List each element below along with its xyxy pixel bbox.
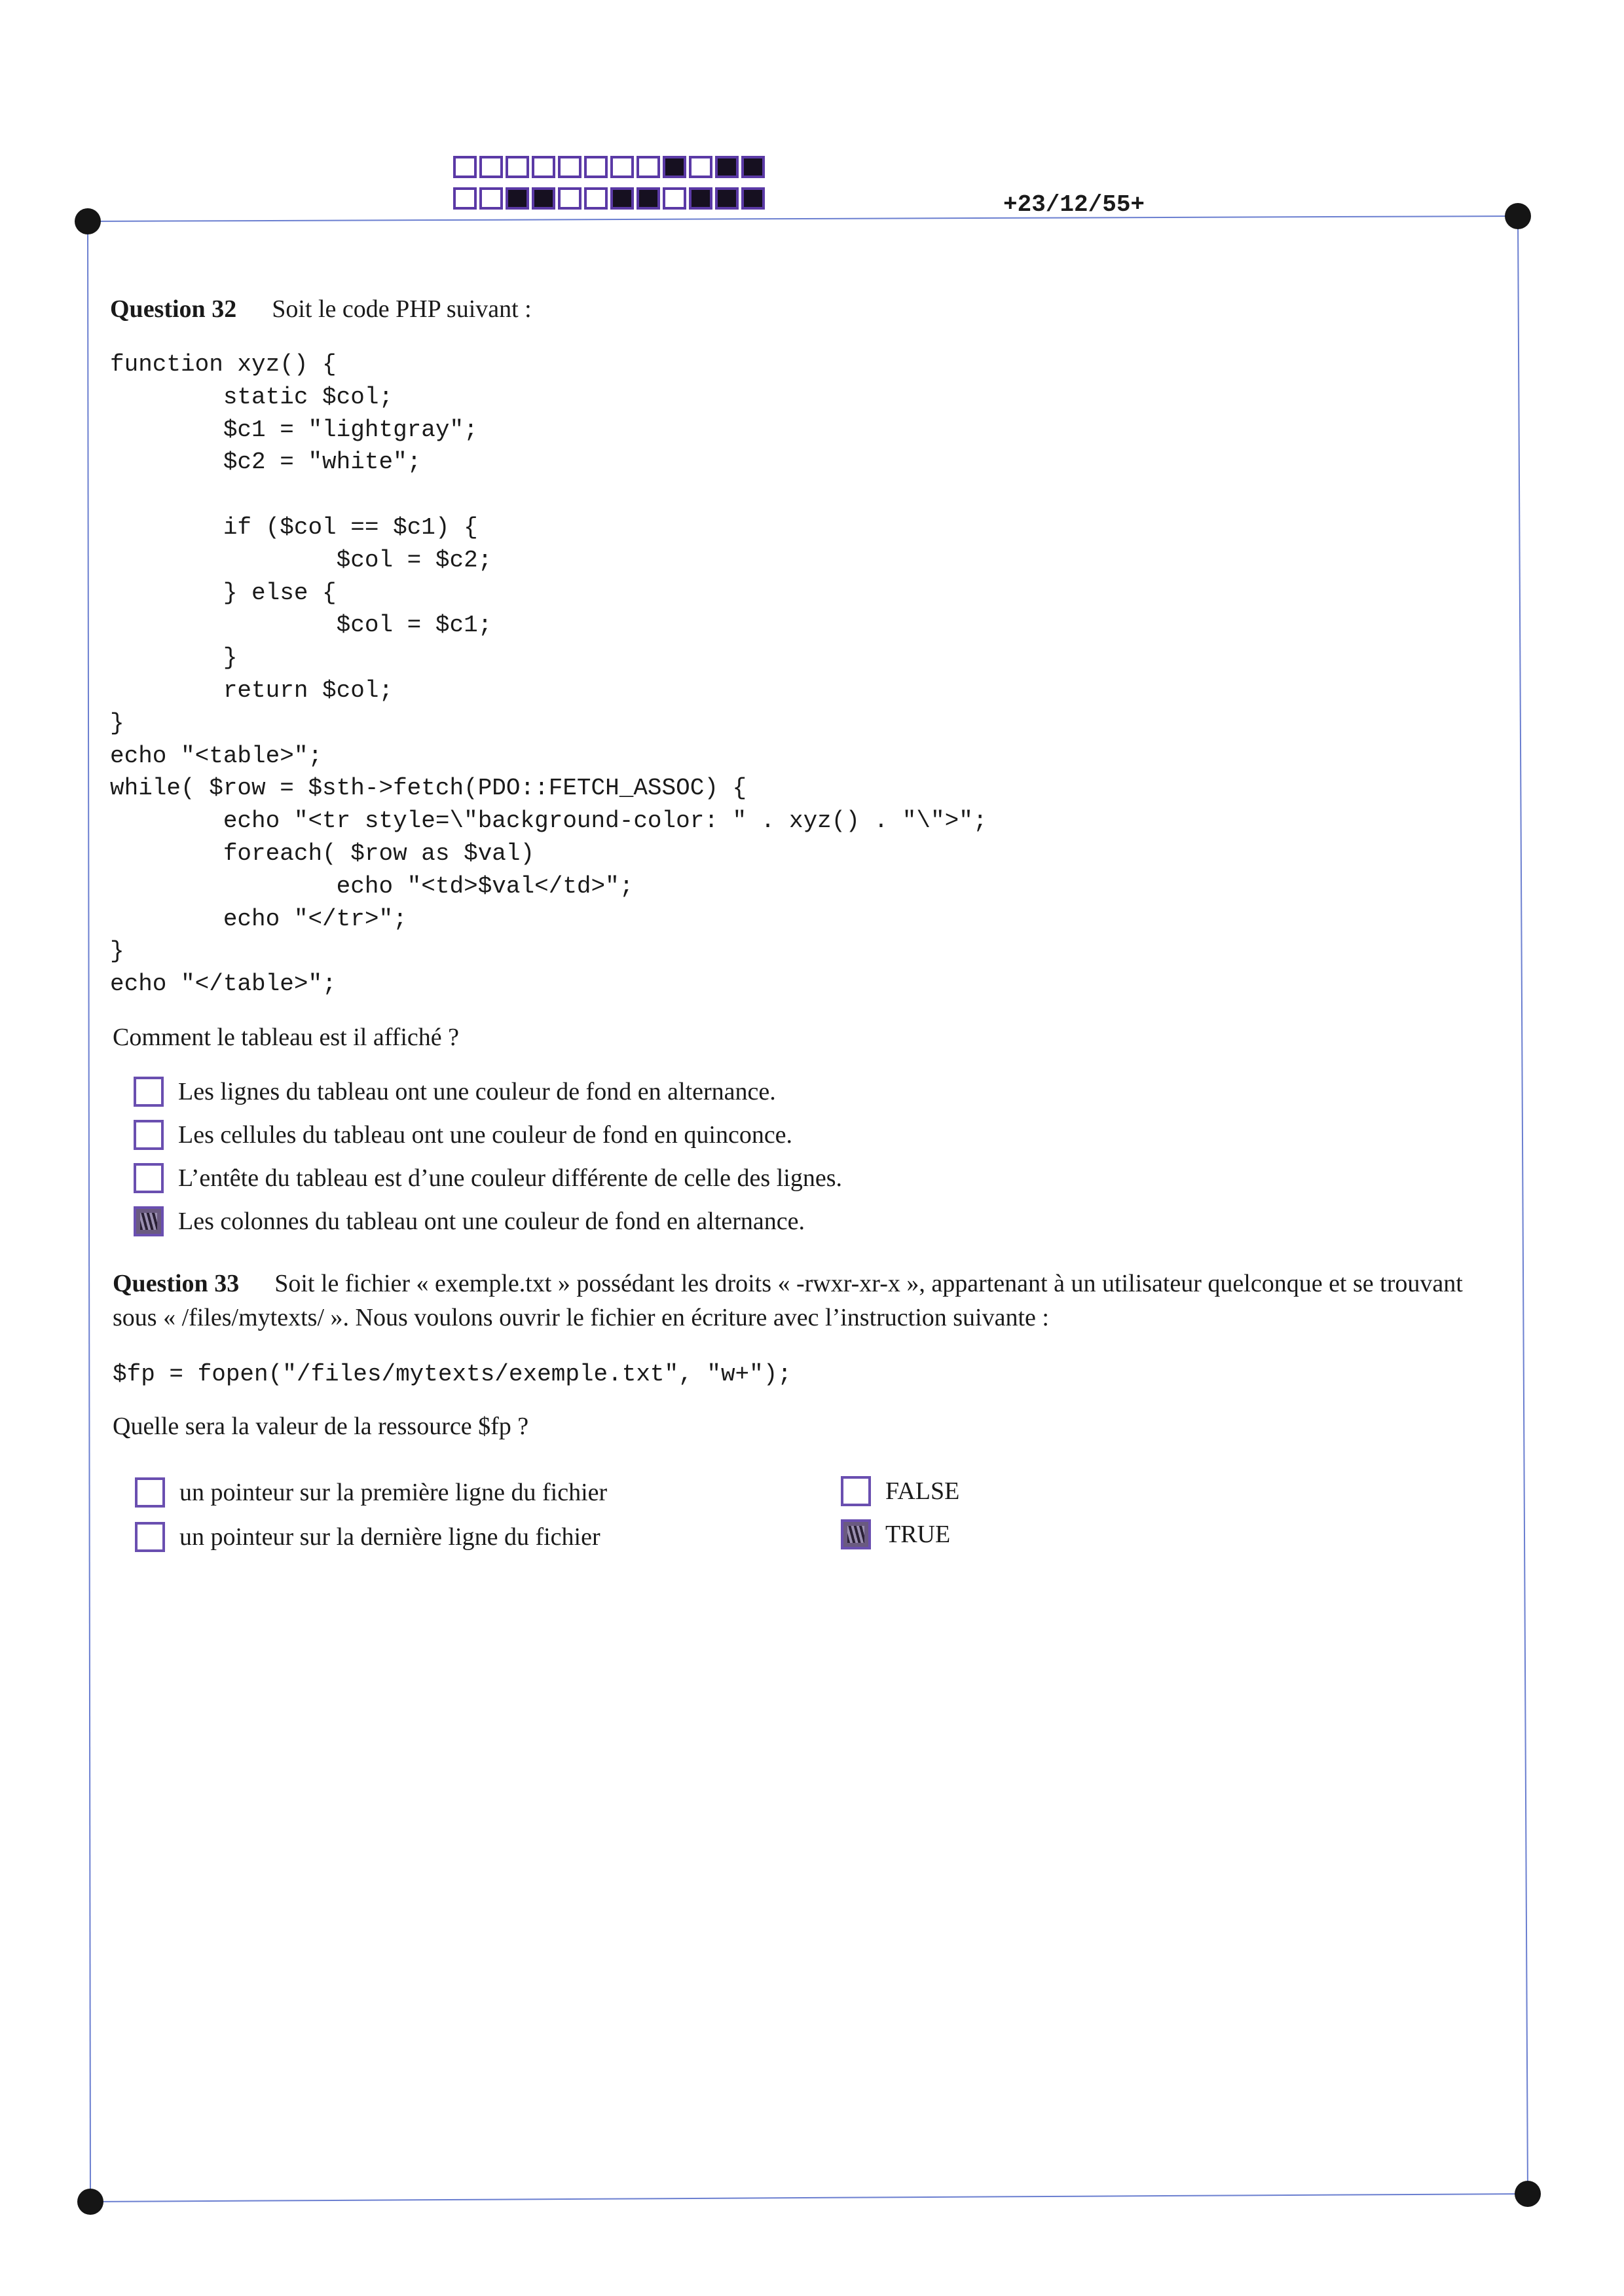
code-bit-4 — [532, 187, 555, 210]
question-32-header — [110, 295, 532, 324]
answer-q33-2[interactable] — [135, 1522, 600, 1552]
code-bit-12 — [741, 156, 765, 178]
answer-q32-2[interactable] — [134, 1120, 792, 1150]
checkbox-checked[interactable] — [134, 1206, 164, 1236]
binary-code-row-2 — [453, 187, 767, 212]
code-bit-2 — [479, 156, 503, 178]
code-bit-9 — [663, 156, 686, 178]
code-bit-5 — [558, 187, 581, 210]
code-bit-1 — [453, 187, 477, 210]
checkbox[interactable] — [134, 1077, 164, 1107]
answer-label: FALSE — [885, 1477, 960, 1505]
corner-mark-bottom-right — [1515, 2181, 1541, 2207]
answer-q33-3[interactable] — [841, 1476, 959, 1506]
question-32-text: Comment le tableau est il affiché ? — [113, 1024, 459, 1051]
code-bit-1 — [453, 156, 477, 178]
page-id: +23/12/55+ — [1003, 191, 1145, 218]
code-bit-9 — [663, 187, 686, 210]
checkbox-checked[interactable] — [841, 1519, 871, 1549]
code-bit-11 — [715, 156, 739, 178]
question-number: Question 33 — [113, 1270, 240, 1297]
checkbox[interactable] — [135, 1522, 165, 1552]
code-bit-11 — [715, 187, 739, 210]
binary-code-row-1 — [453, 156, 767, 181]
code-bit-4 — [532, 156, 555, 178]
checkbox[interactable] — [134, 1163, 164, 1193]
code-bit-7 — [610, 187, 634, 210]
code-bit-12 — [741, 187, 765, 210]
checkbox[interactable] — [841, 1476, 871, 1506]
question-number: Question 32 — [110, 295, 237, 323]
answer-q33-4[interactable] — [841, 1519, 950, 1549]
code-bit-8 — [637, 156, 660, 178]
answer-q32-1[interactable] — [134, 1077, 776, 1107]
question-33-header — [113, 1267, 1501, 1335]
answer-label: TRUE — [885, 1521, 951, 1548]
code-bit-8 — [637, 187, 660, 210]
code-bit-2 — [479, 187, 503, 210]
code-bit-10 — [689, 187, 712, 210]
php-code-line: $fp = fopen("/files/mytexts/exemple.txt", "w+"); — [113, 1361, 792, 1388]
answer-label: Les lignes du tableau ont une couleur de fond en alternance. — [178, 1078, 776, 1105]
code-bit-7 — [610, 156, 634, 178]
checkbox[interactable] — [135, 1477, 165, 1508]
question-33-text: Quelle sera la valeur de la ressource $fp ? — [113, 1413, 529, 1440]
code-bit-10 — [689, 156, 712, 178]
code-bit-3 — [506, 156, 529, 178]
corner-mark-bottom-left — [77, 2189, 103, 2215]
answer-label: Les cellules du tableau ont une couleur de fond en quinconce. — [178, 1121, 793, 1149]
answer-label: Les colonnes du tableau ont une couleur de fond en alternance. — [178, 1208, 805, 1235]
question-prompt: Soit le code PHP suivant : — [272, 295, 532, 323]
answer-q33-1[interactable] — [135, 1477, 607, 1508]
code-bit-6 — [584, 156, 608, 178]
corner-mark-top-right — [1505, 203, 1531, 229]
answer-q32-3[interactable] — [134, 1163, 842, 1193]
corner-mark-top-left — [75, 208, 101, 234]
code-bit-5 — [558, 156, 581, 178]
php-code-block: function xyz() { static $col; $c1 = "lightgray"; $c2 = "white"; if ($col == $c1) { $col = $c2; } else { $col = $c1; } return $col; } echo "<table>"; while( $row = $sth->fetch(PDO::FETCH_ASSOC) { echo "<tr style=\"background-color: " . xyz() . "\">"; foreach( $row as $val) echo "<td>$val</td>"; echo "</tr>"; } echo "</table>"; — [110, 351, 987, 998]
checkbox[interactable] — [134, 1120, 164, 1150]
code-bit-6 — [584, 187, 608, 210]
answer-label: L’entête du tableau est d’une couleur différente de celle des lignes. — [178, 1164, 842, 1192]
answer-q32-4[interactable] — [134, 1206, 805, 1236]
answer-label: un pointeur sur la dernière ligne du fichier — [179, 1523, 600, 1551]
code-bit-3 — [506, 187, 529, 210]
answer-label: un pointeur sur la première ligne du fichier — [179, 1479, 608, 1506]
question-prompt: Soit le fichier « exemple.txt » possédant les droits « -rwxr-xr-x », appartenant à un utilisateur quelconque et se trouvant sous « /files/mytexts/ ». Nous voulons ouvrir le fichier en écriture avec l’instruction suivante : — [113, 1270, 1463, 1331]
